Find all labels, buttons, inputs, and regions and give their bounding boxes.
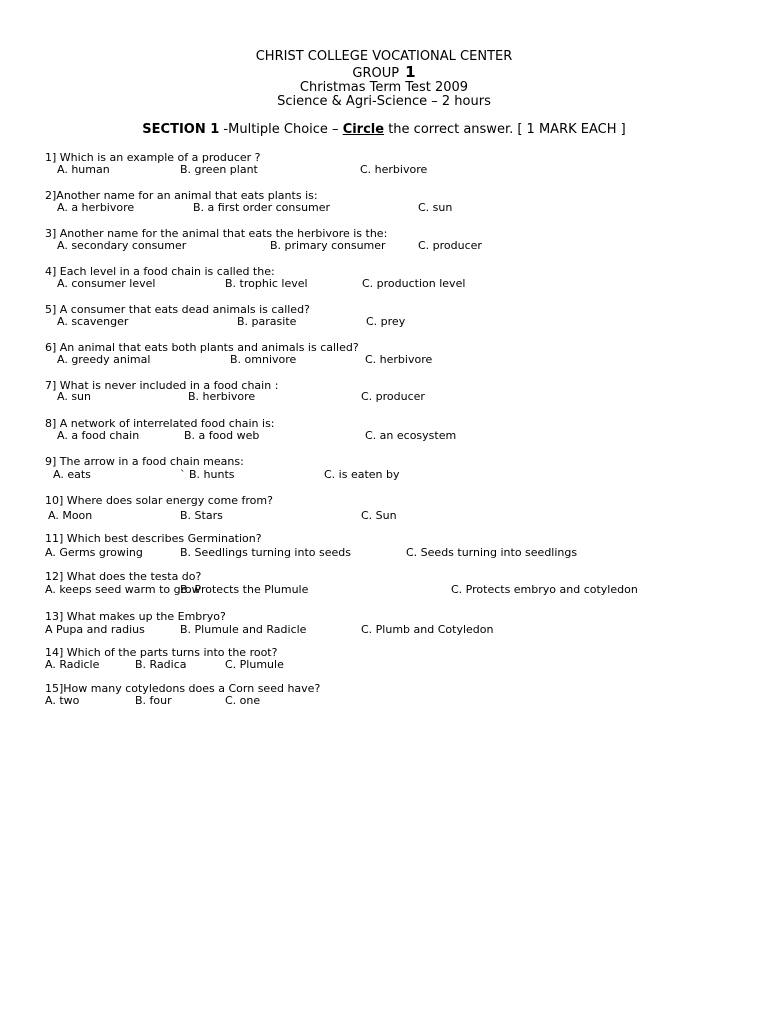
question-15-option-c[interactable]: C. one [225, 694, 261, 707]
section-instructions [0, 122, 768, 137]
question-14: 14] Which of the parts turns into the root? [45, 646, 278, 659]
question-6-option-c[interactable]: C. herbivore [365, 353, 433, 366]
group-line [0, 65, 768, 81]
circle-word: Circle [342, 122, 385, 137]
question-2: 2]Another name for an animal that eats plants is: [45, 189, 318, 202]
question-6-option-a[interactable]: A. greedy animal [57, 353, 151, 366]
group-label: GROUP [352, 66, 400, 81]
question-4-option-b[interactable]: B. trophic level [225, 277, 308, 290]
question-7: 7] What is never included in a food chain : [45, 379, 279, 392]
question-8-option-a[interactable]: A. a food chain [57, 429, 140, 442]
question-12-option-c[interactable]: C. Protects embryo and cotyledon [451, 583, 638, 596]
question-3-option-c[interactable]: C. producer [418, 239, 482, 252]
question-1-option-a[interactable]: A. human [57, 163, 110, 176]
question-2-option-b[interactable]: B. a first order consumer [193, 201, 331, 214]
question-7-option-c[interactable]: C. producer [361, 390, 425, 403]
question-9-option-b[interactable]: ` B. hunts [180, 468, 235, 481]
question-4-option-c[interactable]: C. production level [362, 277, 466, 290]
question-13-option-a[interactable]: A Pupa and radius [45, 623, 145, 636]
question-5-option-c[interactable]: C. prey [366, 315, 406, 328]
question-8-option-b[interactable]: B. a food web [184, 429, 260, 442]
question-5-option-a[interactable]: A. scavenger [57, 315, 129, 328]
question-4-option-a[interactable]: A. consumer level [57, 277, 156, 290]
question-14-option-b[interactable]: B. Radica [135, 658, 187, 671]
section-text-after: the correct answer. [ 1 MARK EACH ] [384, 122, 626, 137]
question-9-option-c[interactable]: C. is eaten by [324, 468, 400, 481]
question-6: 6] An animal that eats both plants and animals is called? [45, 341, 359, 354]
question-10-option-b[interactable]: B. Stars [180, 509, 223, 522]
group-number: 1 [405, 63, 416, 81]
question-9: 9] The arrow in a food chain means: [45, 455, 244, 468]
question-11-option-b[interactable]: B. Seedlings turning into seeds [180, 546, 351, 559]
question-5-option-b[interactable]: B. parasite [237, 315, 297, 328]
question-2-option-c[interactable]: C. sun [418, 201, 453, 214]
question-3-option-b[interactable]: B. primary consumer [270, 239, 386, 252]
question-11-option-c[interactable]: C. Seeds turning into seedlings [406, 546, 578, 559]
question-12: 12] What does the testa do? [45, 570, 202, 583]
question-13-option-c[interactable]: C. Plumb and Cotyledon [361, 623, 494, 636]
question-7-option-a[interactable]: A. sun [57, 390, 91, 403]
question-1-option-b[interactable]: B. green plant [180, 163, 258, 176]
question-13: 13] What makes up the Embryo? [45, 610, 226, 623]
question-15-option-a[interactable]: A. two [45, 694, 80, 707]
question-5: 5] A consumer that eats dead animals is called? [45, 303, 310, 316]
question-10-option-c[interactable]: C. Sun [361, 509, 397, 522]
question-12-option-a[interactable]: A. keeps seed warm to grow [45, 583, 201, 596]
question-14-option-c[interactable]: C. Plumule [225, 658, 284, 671]
question-15-option-b[interactable]: B. four [135, 694, 172, 707]
question-14-option-a[interactable]: A. Radicle [45, 658, 100, 671]
question-7-option-b[interactable]: B. herbivore [188, 390, 256, 403]
question-1: 1] Which is an example of a producer ? [45, 151, 261, 164]
question-9-option-a[interactable]: A. eats [53, 468, 91, 481]
question-3-option-a[interactable]: A. secondary consumer [57, 239, 187, 252]
question-1-option-c[interactable]: C. herbivore [360, 163, 428, 176]
question-4: 4] Each level in a food chain is called the: [45, 265, 275, 278]
term-title: Christmas Term Test 2009 [299, 80, 469, 95]
question-15: 15]How many cotyledons does a Corn seed have? [45, 682, 321, 695]
subject-duration: Science & Agri-Science – 2 hours [277, 94, 491, 109]
question-3: 3] Another name for the animal that eats the herbivore is the: [45, 227, 388, 240]
question-8: 8] A network of interrelated food chain is: [45, 417, 275, 430]
question-12-option-b[interactable]: B. Protects the Plumule [180, 583, 309, 596]
question-10: 10] Where does solar energy come from? [45, 494, 273, 507]
question-6-option-b[interactable]: B. omnivore [230, 353, 297, 366]
question-2-option-a[interactable]: A. a herbivore [57, 201, 135, 214]
question-11: 11] Which best describes Germination? [45, 532, 262, 545]
section-text-before: -Multiple Choice – [219, 122, 343, 137]
school-name: CHRIST COLLEGE VOCATIONAL CENTER [255, 49, 513, 64]
question-13-option-b[interactable]: B. Plumule and Radicle [180, 623, 307, 636]
question-11-option-a[interactable]: A. Germs growing [45, 546, 143, 559]
section-label: SECTION 1 [142, 122, 220, 137]
question-10-option-a[interactable]: A. Moon [48, 509, 93, 522]
question-8-option-c[interactable]: C. an ecosystem [365, 429, 457, 442]
